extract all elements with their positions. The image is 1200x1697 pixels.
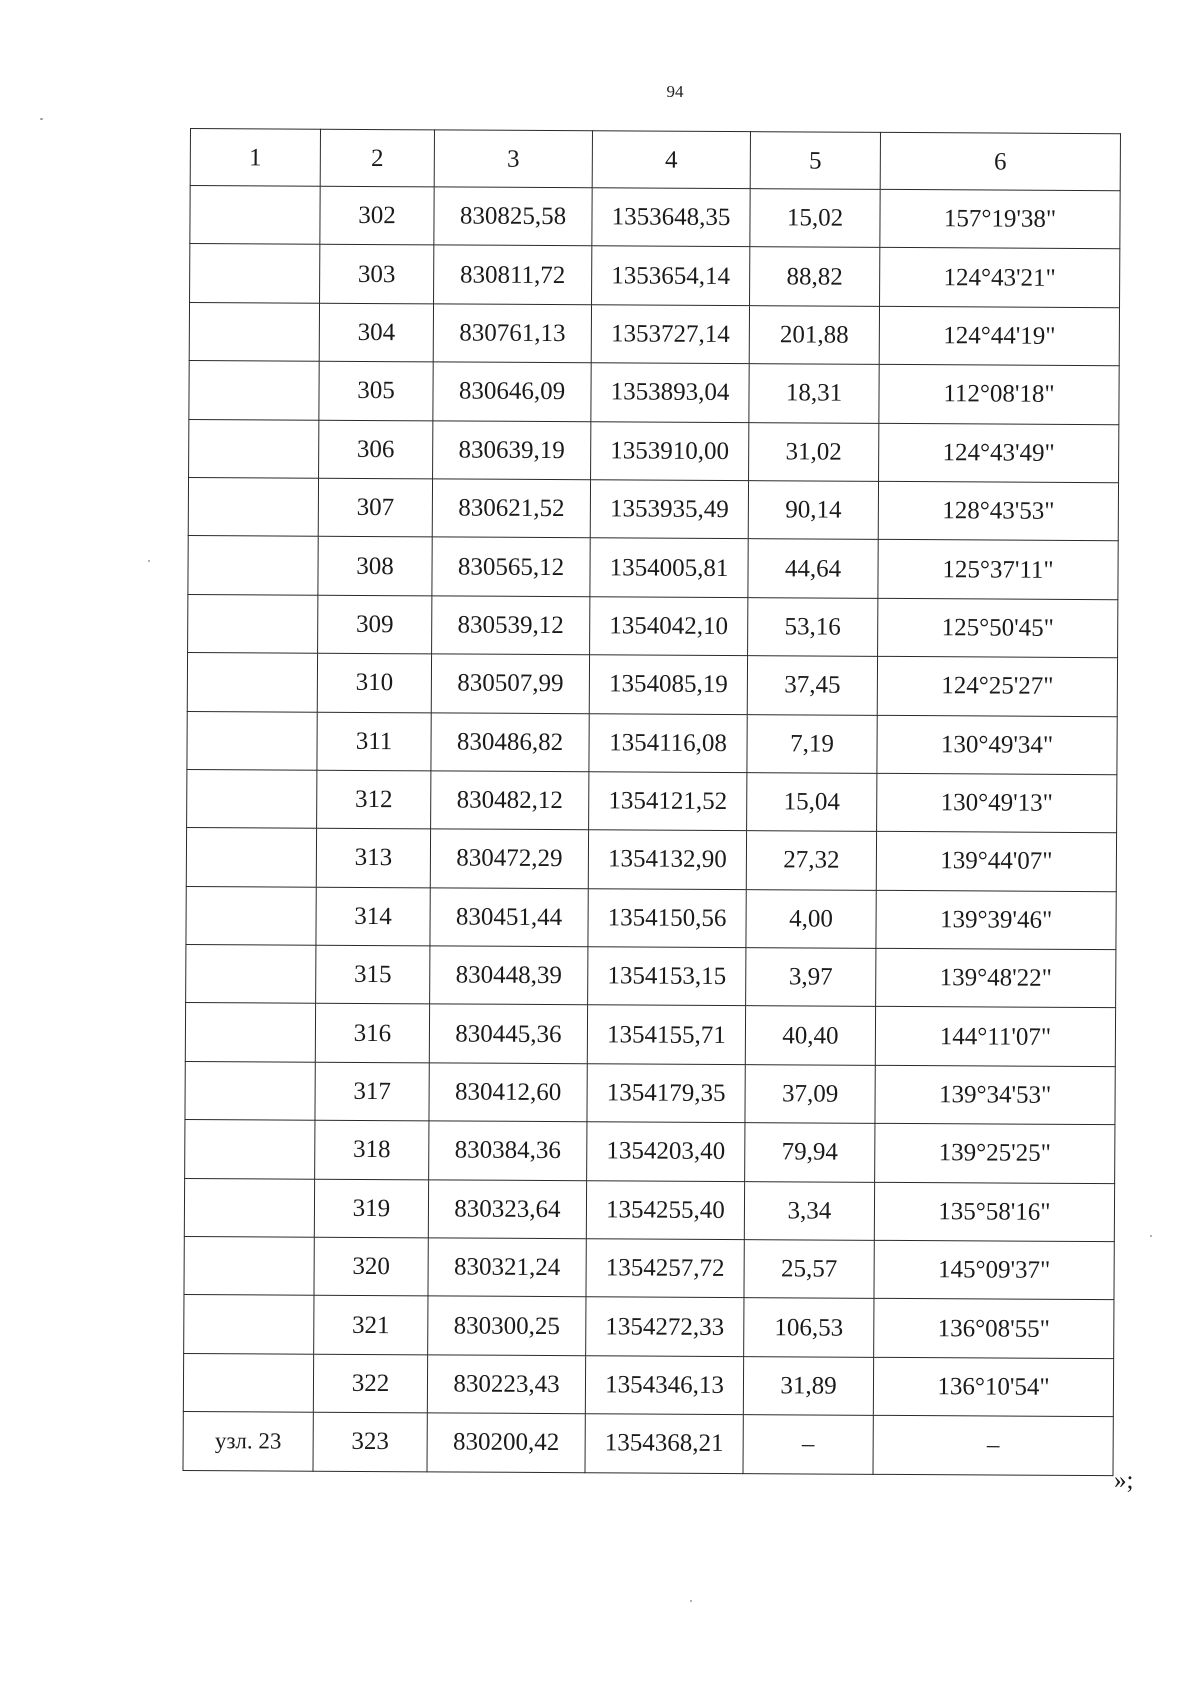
table-cell-col-4: 1354116,08: [589, 713, 747, 772]
table-cell-col-1: [189, 302, 319, 361]
table-cell-col-3: 830321,24: [428, 1238, 586, 1297]
table-container: [183, 128, 1121, 1476]
table-cell-col-4: 1353654,14: [592, 246, 750, 305]
table-cell-col-1: [190, 186, 320, 245]
table-cell-col-2: 319: [314, 1179, 428, 1238]
column-header: 5: [750, 132, 880, 190]
table-cell-col-2: 306: [319, 420, 433, 479]
table-cell-col-1: [186, 886, 316, 945]
table-cell-col-3: 830565,12: [432, 537, 590, 596]
table-cell-col-4: 1354346,13: [585, 1356, 743, 1415]
table-row: [189, 419, 1119, 483]
table-cell-col-3: 830486,82: [431, 712, 589, 771]
table-cell-col-6: 124°43'49": [879, 423, 1119, 483]
table-cell-col-5: 90,14: [748, 481, 878, 540]
table-cell-col-3: 830507,99: [431, 654, 589, 713]
table-cell-col-6: 128°43'53": [878, 481, 1118, 541]
scan-speck: [148, 560, 150, 562]
table-cell-col-5: 3,34: [744, 1181, 874, 1240]
table-cell-col-5: 3,97: [746, 948, 876, 1007]
table-row: [188, 477, 1118, 541]
table-cell-col-4: 1354132,90: [588, 830, 746, 889]
table-cell-col-2: 303: [320, 245, 434, 304]
table-cell-col-4: 1354042,10: [590, 596, 748, 655]
table-cell-col-4: 1353893,04: [591, 363, 749, 422]
table-cell-col-3: 830621,52: [432, 479, 590, 538]
table-cell-col-2: 302: [320, 186, 434, 245]
column-header: 2: [320, 129, 434, 187]
table-cell-col-3: 830323,64: [428, 1179, 586, 1238]
table-cell-col-3: 830482,12: [431, 771, 589, 830]
table-cell-col-3: 830761,13: [433, 304, 591, 363]
table-cell-col-5: 53,16: [748, 597, 878, 656]
table-row: [185, 1120, 1115, 1184]
scan-speck: [1150, 1235, 1152, 1237]
table-cell-col-6: 125°50'45": [878, 598, 1118, 658]
table-cell-col-6: 124°25'27": [877, 656, 1117, 716]
table-cell-col-5: 37,45: [747, 656, 877, 715]
table-cell-col-4: 1354255,40: [586, 1180, 744, 1239]
table-cell-col-4: 1354005,81: [590, 538, 748, 597]
table-cell-col-6: 139°25'25": [875, 1124, 1115, 1184]
column-header: 3: [434, 130, 592, 188]
table-cell-col-1: [189, 361, 319, 420]
table-row: [186, 886, 1116, 950]
table-cell-col-1: [186, 945, 316, 1004]
table-cell-col-6: 136°08'55": [874, 1299, 1114, 1359]
table-cell-col-2: 317: [315, 1062, 429, 1121]
table-row: [190, 186, 1120, 250]
table-cell-col-6: 145°09'37": [874, 1240, 1114, 1300]
table-cell-col-3: 830646,09: [433, 362, 591, 421]
table-cell-col-4: 1353648,35: [592, 188, 750, 247]
table-row: [186, 828, 1116, 892]
table-cell-col-4: 1354153,15: [588, 947, 746, 1006]
table-cell-col-1: [184, 1237, 314, 1296]
table-cell-col-3: 830412,60: [429, 1063, 587, 1122]
table-cell-col-2: 320: [314, 1237, 428, 1296]
table-cell-col-1: [185, 1003, 315, 1062]
table-cell-col-6: 139°44'07": [876, 832, 1116, 892]
table-cell-col-4: 1354368,21: [585, 1414, 743, 1473]
table-cell-col-1: [185, 1120, 315, 1179]
table-cell-col-4: 1354257,72: [586, 1239, 744, 1298]
table-body: [183, 186, 1120, 1476]
table-cell-col-2: 311: [317, 712, 431, 771]
table-cell-col-4: 1354179,35: [587, 1064, 745, 1123]
table-cell-col-4: 1354085,19: [589, 655, 747, 714]
table-row: [186, 945, 1116, 1009]
table-cell-col-5: 25,57: [744, 1240, 874, 1299]
table-cell-col-2: 305: [319, 361, 433, 420]
table-cell-col-1: [183, 1353, 313, 1412]
table-cell-col-5: 40,40: [745, 1006, 875, 1065]
table-row: [185, 1003, 1115, 1067]
column-header: 4: [592, 131, 750, 189]
table-cell-col-1: [188, 594, 318, 653]
table-cell-col-6: 135°58'16": [874, 1182, 1114, 1242]
table-cell-col-2: 318: [315, 1120, 429, 1179]
table-cell-col-6: 124°44'19": [879, 306, 1119, 366]
table-row: [187, 653, 1117, 717]
table-cell-col-3: 830451,44: [430, 888, 588, 947]
scan-speck: [690, 1600, 692, 1602]
coordinates-table: [183, 128, 1121, 1476]
table-cell-col-3: 830445,36: [429, 1004, 587, 1063]
table-cell-col-1: [184, 1178, 314, 1237]
table-cell-col-6: 139°34'53": [875, 1065, 1115, 1125]
table-cell-col-3: 830200,42: [427, 1413, 585, 1472]
table-header-row: [190, 129, 1120, 191]
table-cell-col-6: 130°49'13": [877, 773, 1117, 833]
table-cell-col-2: 312: [317, 770, 431, 829]
table-cell-col-3: 830448,39: [430, 946, 588, 1005]
table-cell-col-5: 31,02: [749, 422, 879, 481]
table-cell-col-1: [186, 828, 316, 887]
table-cell-col-5: 106,53: [744, 1298, 874, 1357]
table-cell-col-5: 7,19: [747, 714, 877, 773]
table-cell-col-5: 79,94: [745, 1123, 875, 1182]
table-cell-col-1: [185, 1061, 315, 1120]
table-cell-col-1: [189, 419, 319, 478]
table-cell-col-5: –: [743, 1415, 873, 1474]
table-row: [187, 711, 1117, 775]
table-row: [185, 1061, 1115, 1125]
table-cell-col-5: 201,88: [749, 305, 879, 364]
table-cell-col-2: 322: [313, 1354, 427, 1413]
table-cell-col-1: [188, 536, 318, 595]
table-cell-col-5: 18,31: [749, 364, 879, 423]
table-cell-col-4: 1353935,49: [590, 480, 748, 539]
table-cell-col-6: 157°19'38": [880, 189, 1120, 249]
table-row: [184, 1295, 1114, 1359]
table-cell-col-3: 830539,12: [432, 596, 590, 655]
table-cell-col-6: 130°49'34": [877, 715, 1117, 775]
table-cell-col-3: 830472,29: [430, 829, 588, 888]
table-cell-col-5: 44,64: [748, 539, 878, 598]
table-row: [187, 769, 1117, 833]
table-cell-col-5: 4,00: [746, 889, 876, 948]
table-cell-col-1: [187, 653, 317, 712]
table-cell-col-3: 830639,19: [433, 420, 591, 479]
scan-speck: [40, 118, 43, 120]
table-cell-col-4: 1353910,00: [591, 421, 749, 480]
table-cell-col-4: 1353727,14: [591, 305, 749, 364]
table-cell-col-3: 830223,43: [427, 1355, 585, 1414]
table-row: [183, 1412, 1113, 1476]
table-cell-col-2: 316: [315, 1004, 429, 1063]
table-cell-col-5: 15,02: [750, 189, 880, 248]
table-row: [189, 361, 1119, 425]
table-cell-col-1: узл. 23: [183, 1412, 313, 1471]
closing-quote-mark: »;: [1114, 1467, 1134, 1494]
table-cell-col-6: 139°48'22": [876, 948, 1116, 1008]
table-cell-col-5: 88,82: [750, 247, 880, 306]
table-cell-col-4: 1354272,33: [586, 1297, 744, 1356]
table-cell-col-3: 830300,25: [428, 1296, 586, 1355]
table-cell-col-6: 136°10'54": [873, 1357, 1113, 1417]
column-header: 6: [880, 132, 1120, 190]
table-cell-col-2: 307: [318, 478, 432, 537]
table-cell-col-3: 830811,72: [434, 245, 592, 304]
table-row: [188, 594, 1118, 658]
table-row: [190, 244, 1120, 308]
table-cell-col-2: 313: [316, 829, 430, 888]
table-cell-col-2: 323: [313, 1412, 427, 1471]
table-cell-col-3: 830825,58: [434, 187, 592, 246]
table-cell-col-4: 1354155,71: [587, 1005, 745, 1064]
column-header: 1: [190, 129, 320, 187]
table-cell-col-1: [187, 769, 317, 828]
table-cell-col-5: 37,09: [745, 1064, 875, 1123]
table-cell-col-1: [188, 477, 318, 536]
table-cell-col-6: –: [873, 1416, 1113, 1476]
table-cell-col-2: 321: [314, 1296, 428, 1355]
table-row: [184, 1237, 1114, 1301]
table-cell-col-6: 125°37'11": [878, 540, 1118, 600]
table-cell-col-4: 1354203,40: [587, 1122, 745, 1181]
table-cell-col-2: 308: [318, 537, 432, 596]
table-cell-col-5: 31,89: [743, 1356, 873, 1415]
table-cell-col-2: 314: [316, 887, 430, 946]
table-cell-col-4: 1354121,52: [589, 772, 747, 831]
table-cell-col-5: 27,32: [746, 831, 876, 890]
table-cell-col-2: 304: [319, 303, 433, 362]
table-cell-col-1: [184, 1295, 314, 1354]
table-cell-col-6: 112°08'18": [879, 365, 1119, 425]
table-row: [188, 536, 1118, 600]
table-row: [184, 1178, 1114, 1242]
page-number: 94: [666, 82, 684, 101]
table-cell-col-3: 830384,36: [429, 1121, 587, 1180]
table-cell-col-1: [190, 244, 320, 303]
table-cell-col-2: 310: [317, 653, 431, 712]
table-cell-col-6: 144°11'07": [875, 1007, 1115, 1067]
table-cell-col-2: 315: [316, 945, 430, 1004]
table-cell-col-6: 139°39'46": [876, 890, 1116, 950]
table-row: [189, 302, 1119, 366]
table-cell-col-2: 309: [318, 595, 432, 654]
table-cell-col-6: 124°43'21": [880, 248, 1120, 308]
table-cell-col-5: 15,04: [747, 773, 877, 832]
table-row: [183, 1353, 1113, 1417]
table-cell-col-4: 1354150,56: [588, 888, 746, 947]
table-cell-col-1: [187, 711, 317, 770]
